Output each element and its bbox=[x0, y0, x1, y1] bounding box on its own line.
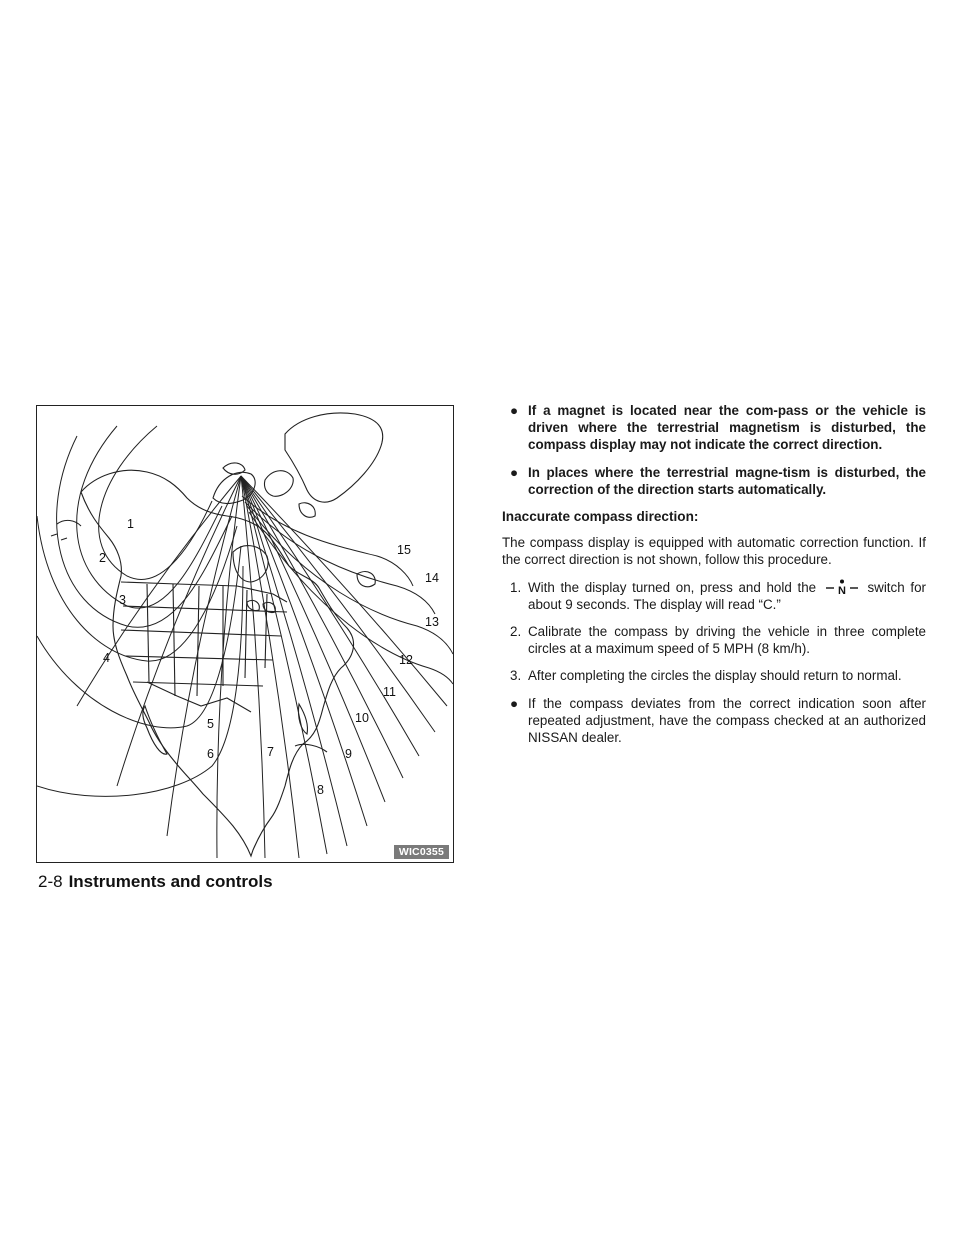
zone-number-label: 8 bbox=[317, 783, 324, 797]
zone-number-label: 1 bbox=[127, 517, 134, 531]
zone-number-label: 14 bbox=[425, 571, 439, 585]
step-1-text-after: switch for about 9 seconds. The display will read “C.” bbox=[528, 579, 926, 612]
step-number: 3. bbox=[510, 668, 522, 684]
declination-line bbox=[77, 476, 241, 706]
bullet-text: In places where the terrestrial magne-tism is disturbed, the correction of the direction starts automatically. bbox=[528, 464, 926, 497]
zone-boundary-arc bbox=[37, 516, 237, 661]
step-1 bbox=[502, 579, 926, 613]
bullet-dot: ● bbox=[510, 464, 519, 480]
zone-number-label: 2 bbox=[99, 551, 106, 565]
warning-bullet-magnet bbox=[502, 402, 926, 454]
declination-line bbox=[167, 476, 241, 836]
zone-number-label: 13 bbox=[425, 615, 439, 629]
bullet-text: If the compass deviates from the correct indication soon after repeated adjustment, have the compass checked at an authorized NISSAN dealer. bbox=[528, 695, 926, 746]
zone-number-label: 12 bbox=[399, 653, 413, 667]
zone-number-label: 15 bbox=[397, 543, 411, 557]
note-bullet-dealer bbox=[502, 695, 926, 747]
zone-number-label: 9 bbox=[345, 747, 352, 761]
zone-boundary-arc bbox=[99, 426, 212, 579]
bullet-text: If a magnet is located near the com-pass or the vehicle is driven where the terrestrial magnetism is disturbed, the compass display may not indicate the correct direction. bbox=[528, 403, 926, 453]
warning-bullet-auto-correction bbox=[502, 464, 926, 498]
bullet-dot: ● bbox=[510, 403, 519, 418]
zone-boundary-arc bbox=[57, 436, 232, 627]
page-number: 2-8 bbox=[38, 872, 63, 891]
figure-id-label: WIC0355 bbox=[394, 845, 449, 859]
zone-number-label: 5 bbox=[207, 717, 214, 731]
section-heading: Inaccurate compass direction: bbox=[502, 509, 699, 525]
north-america-zone-map bbox=[37, 406, 455, 864]
svg-text:N: N bbox=[837, 584, 846, 595]
zone-boundary-arc bbox=[37, 566, 243, 796]
zone-number-label: 3 bbox=[119, 593, 126, 607]
bullet-dot: ● bbox=[510, 695, 519, 711]
step-3 bbox=[502, 667, 926, 684]
zone-number-label: 11 bbox=[383, 685, 396, 699]
zone-number-label: 6 bbox=[207, 747, 214, 761]
declination-line bbox=[241, 476, 435, 732]
step-1-text-before: With the display turned on, press and hold the bbox=[528, 579, 817, 595]
declination-line bbox=[241, 476, 265, 858]
step-number: 2. bbox=[510, 624, 522, 640]
zone-number-label: 7 bbox=[267, 745, 274, 759]
instructions-column bbox=[502, 402, 926, 756]
step-number: 1. bbox=[510, 579, 522, 595]
chapter-title: Instruments and controls bbox=[68, 872, 273, 891]
zone-number-label: 10 bbox=[355, 711, 369, 725]
declination-line bbox=[241, 476, 327, 854]
zone-number-label: 4 bbox=[103, 651, 110, 665]
declination-line bbox=[241, 476, 447, 706]
compass-switch-icon bbox=[822, 579, 862, 595]
section-intro: The compass display is equipped with automatic correction function. If the correct direction is not shown, follow this procedure. bbox=[502, 535, 926, 568]
page-footer bbox=[38, 872, 273, 892]
compass-zone-map-figure bbox=[36, 405, 454, 863]
step-2-text: Calibrate the compass by driving the vehicle in three complete circles at a maximum speed of 5 MPH (8 km/h). bbox=[528, 624, 926, 657]
zone-boundary-arc bbox=[77, 426, 222, 608]
step-2 bbox=[502, 623, 926, 657]
step-3-text: After completing the circles the display should return to normal. bbox=[528, 668, 902, 684]
